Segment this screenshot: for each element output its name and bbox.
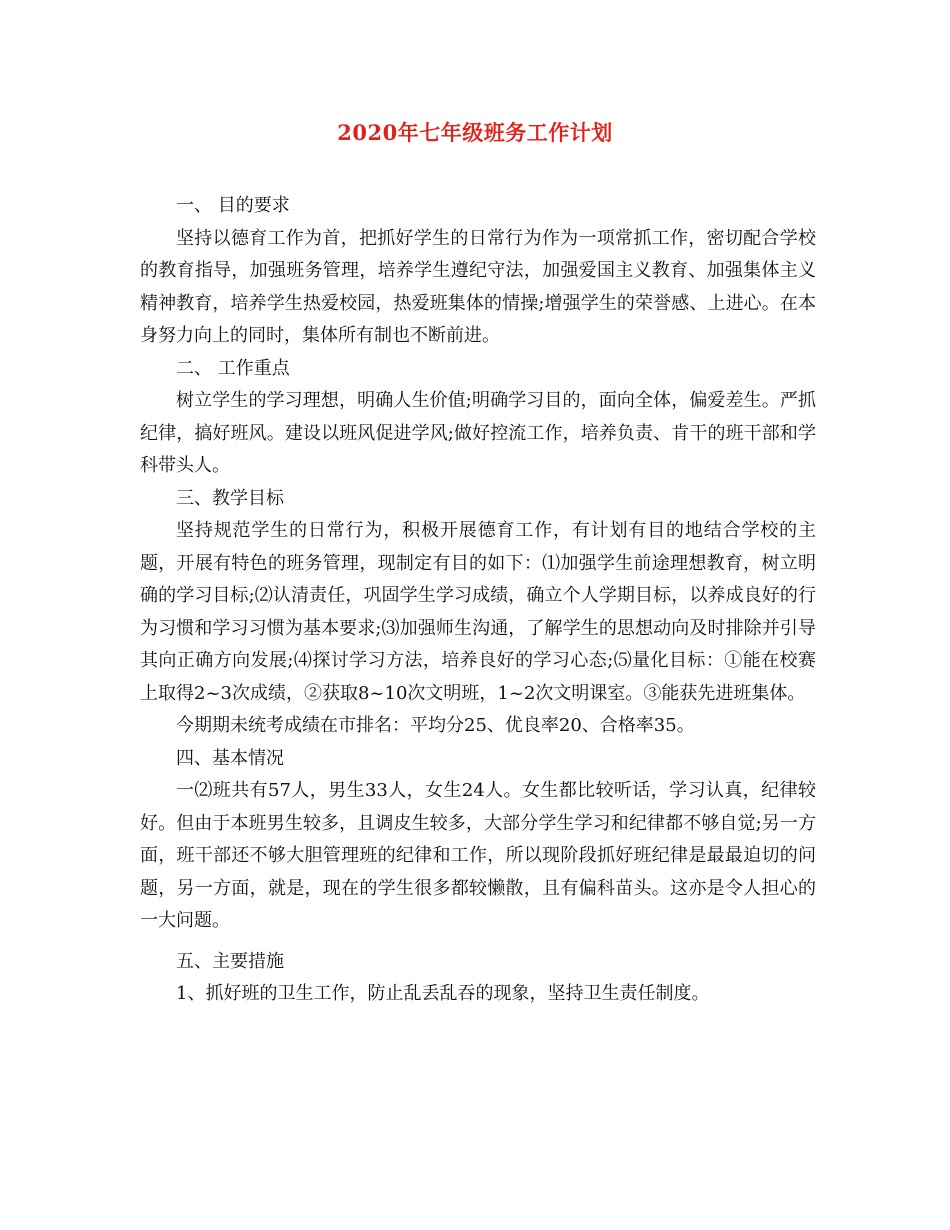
section-3-heading: 三、教学目标 [176, 487, 284, 509]
section-5-paragraph-1: 1、抓好班的卫生工作，防止乱丢乱吞的现象，坚持卫生责任制度。 [176, 983, 710, 1004]
document-body [140, 190, 816, 1011]
section-2-heading: 二、 工作重点 [176, 357, 290, 379]
section-1-paragraph-1: 坚持以德育工作为首，把抓好学生的日常行为作为一项常抓工作，密切配合学校的教育指导，加强班务管理，培养学生遵纪守法，加强爱国主义教育、加强集体主义精神教育，培养学生热爱校园，热爱班集体的情操;增强学生的荣誉感、上进心。在本身努力向上的同时，集体所有制也不断前进。 [140, 227, 816, 346]
document-title: 2020年七年级班务工作计划 [337, 120, 613, 145]
section-4-paragraph-1: 一⑵班共有57人，男生33人，女生24人。女生都比较听话，学习认真，纪律较好。但由于本班男生较多，且调皮生较多，大部分学生学习和纪律都不够自觉;另一方面，班干部还不够大胆管理班的纪律和工作，所以现阶段抓好班纪律是最最迫切的问题，另一方面，就是，现在的学生很多都较懒散，且有偏科苗头。这亦是令人担心的一大问题。 [140, 780, 816, 931]
section-1-heading: 一、 目的要求 [176, 195, 290, 216]
section-2-paragraph-1: 树立学生的学习理想，明确人生价值;明确学习目的，面向全体，偏爱差生。严抓纪律，搞好班风。建设以班风促进学风;做好控流工作，培养负责、肯干的班干部和学科带头人。 [140, 390, 816, 476]
section-4-heading: 四、基本情况 [176, 747, 284, 769]
section-3-paragraph-1: 坚持规范学生的日常行为，积极开展德育工作，有计划有目的地结合学校的主题，开展有特色的班务管理，现制定有目的如下：⑴加强学生前途理想教育，树立明确的学习目标;⑵认清责任，巩固学生学习成绩，确立个人学期目标，以养成良好的行为习惯和学习习惯为基本要求;⑶加强师生沟通，了解学生的思想动向及时排除并引导其向正确方向发展;⑷探讨学习方法，培养良好的学习心态;⑸量化目标：①能在校赛上取得2~3次成绩，②获取8~10次文明班，1~2次文明课室。③能获先进班集体。 [140, 520, 816, 704]
section-3-paragraph-2: 今期期未统考成绩在市排名：平均分25、优良率20、合格率35。 [176, 715, 695, 736]
section-5-heading: 五、主要措施 [176, 950, 284, 972]
